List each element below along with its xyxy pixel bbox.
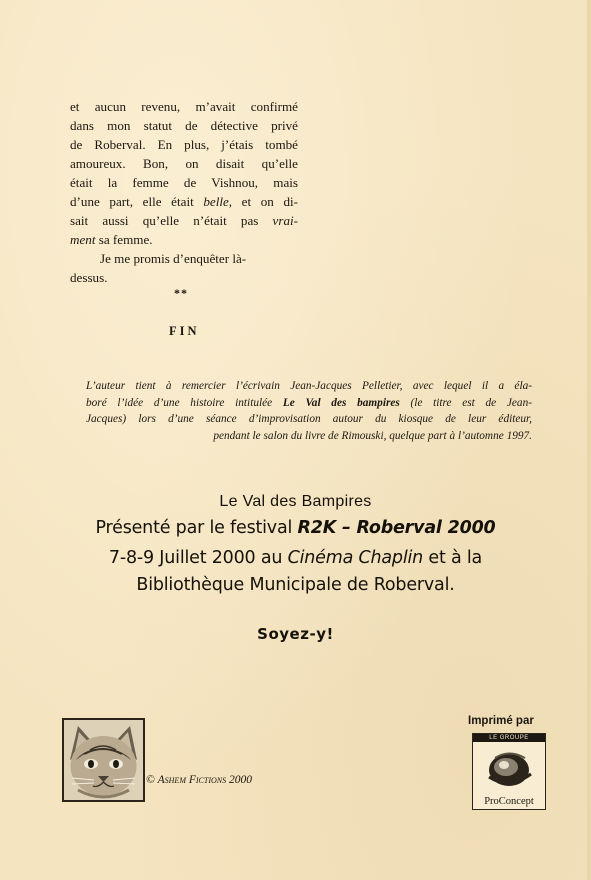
event-line-1 bbox=[0, 518, 591, 538]
story-emphasis: belle bbox=[203, 194, 229, 209]
story-line: dans mon statut de détective privé bbox=[70, 118, 298, 133]
ack-book-title: Le Val des bampires bbox=[282, 396, 400, 409]
story-line bbox=[70, 192, 298, 211]
story-line: était la femme de Vishnou, mais bbox=[70, 175, 298, 190]
event-text: Présenté par le festival bbox=[95, 518, 298, 538]
story-line: dessus. bbox=[70, 270, 108, 285]
story-line bbox=[70, 230, 298, 249]
story-emphasis: vrai- bbox=[272, 213, 298, 228]
story-line: de Roberval. En plus, j’étais tombé bbox=[70, 137, 298, 152]
story-line-part: , et on di- bbox=[228, 194, 298, 209]
story-line: amoureux. Bon, on disait qu’elle bbox=[70, 156, 298, 171]
event-line-2 bbox=[0, 548, 591, 568]
printer-name: ProConcept bbox=[484, 796, 534, 807]
story-line-part: sa femme. bbox=[95, 232, 153, 247]
story-line bbox=[70, 211, 298, 230]
ack-line-part: (le titre est de Jean- bbox=[399, 396, 532, 409]
printer-label: Imprimé par bbox=[468, 715, 534, 727]
festival-name: R2K – Roberval 2000 bbox=[297, 518, 496, 538]
venue-name: Cinéma Chaplin bbox=[287, 548, 424, 568]
ack-line: pendant le salon du livre de Rimouski, quelque part à l’automne 1997. bbox=[213, 429, 532, 442]
story-emphasis: ment bbox=[70, 232, 96, 247]
event-text: et à la bbox=[423, 548, 483, 568]
fin-heading: FIN bbox=[169, 324, 200, 338]
cat-face-illustration bbox=[64, 720, 143, 800]
copyright-year: 2000 bbox=[228, 774, 252, 786]
ack-line-part: boré l’idée d’une histoire intitulée bbox=[86, 396, 283, 409]
story-line-part: sait aussi qu’elle n’était pas bbox=[70, 213, 273, 228]
story-text bbox=[70, 97, 298, 287]
paper-edge bbox=[587, 0, 591, 880]
ack-line: Jacques) lors d’une séance d’improvisation autour du kiosque de leur éditeur, bbox=[86, 413, 532, 425]
acknowledgement bbox=[86, 378, 532, 444]
copyright-holder: Ashem Fictions bbox=[157, 774, 227, 786]
call-to-action: Soyez-y! bbox=[257, 625, 334, 643]
section-separator: ** bbox=[174, 286, 188, 300]
event-title: Le Val des Bampires bbox=[219, 493, 372, 510]
cat-face-logo-icon bbox=[62, 718, 145, 802]
story-line: Je me promis d’enquêter là- bbox=[100, 251, 247, 266]
story-line: et aucun revenu, m’avait confirmé bbox=[70, 99, 298, 114]
printer-emblem bbox=[473, 744, 545, 794]
printer-group-label: LE GROUPE bbox=[473, 734, 545, 742]
event-line-3: Bibliothèque Municipale de Roberval. bbox=[136, 575, 455, 595]
copyright-symbol: © bbox=[146, 774, 155, 786]
story-line-part: d’une part, elle était bbox=[70, 194, 204, 209]
ack-line bbox=[86, 395, 532, 412]
event-text: 7-8-9 Juillet 2000 au bbox=[108, 548, 288, 568]
proconcept-logo-icon bbox=[472, 733, 546, 810]
ack-line: L’auteur tient à remercier l’écrivain Jean-Jacques Pelletier, avec lequel il a éla- bbox=[86, 380, 532, 392]
copyright-notice bbox=[146, 774, 252, 786]
